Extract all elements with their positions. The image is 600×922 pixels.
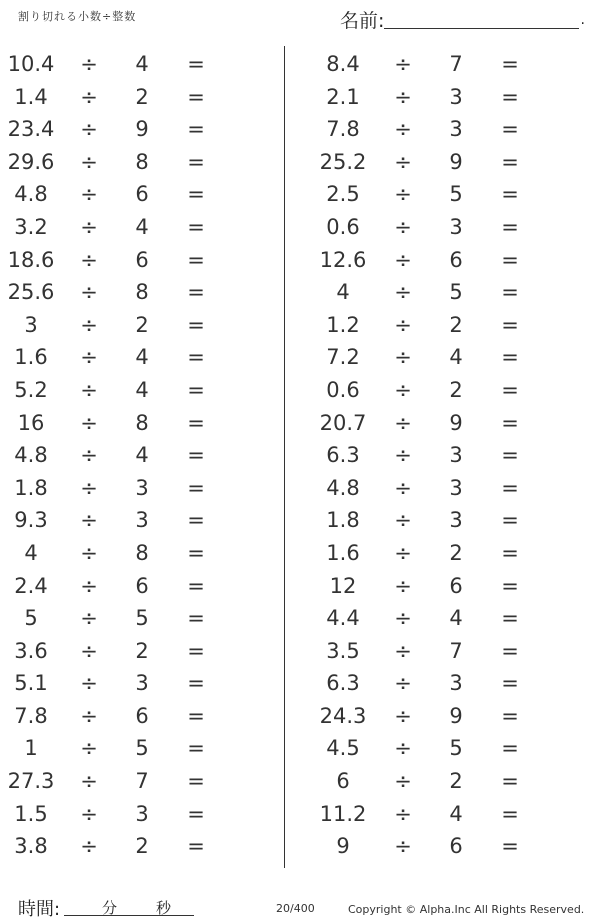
seconds-label: 秒 xyxy=(156,899,172,917)
problem-row xyxy=(298,439,578,472)
dividend: 0.6 xyxy=(326,214,360,239)
divide-sign: ÷ xyxy=(394,573,412,598)
divisor: 5 xyxy=(135,736,149,761)
equals-sign: = xyxy=(187,117,205,142)
equals-sign: = xyxy=(501,671,519,696)
problem-row xyxy=(298,178,578,211)
divisor: 7 xyxy=(135,769,149,794)
equals-sign: = xyxy=(501,247,519,272)
equals-sign: = xyxy=(501,182,519,207)
divisor: 2 xyxy=(449,377,463,402)
divisor: 2 xyxy=(449,540,463,565)
divisor: 6 xyxy=(135,573,149,598)
equals-sign: = xyxy=(187,84,205,109)
divisor: 2 xyxy=(449,769,463,794)
divisor: 3 xyxy=(449,443,463,468)
divisor: 6 xyxy=(449,573,463,598)
dividend: 16 xyxy=(17,410,45,435)
divisor: 3 xyxy=(449,117,463,142)
divide-sign: ÷ xyxy=(394,736,412,761)
divide-sign: ÷ xyxy=(394,52,412,76)
problem-row xyxy=(298,81,578,114)
divide-sign: ÷ xyxy=(80,801,98,826)
divide-sign: ÷ xyxy=(394,214,412,239)
problem-row xyxy=(0,667,280,700)
problem-row xyxy=(0,439,280,472)
equals-sign: = xyxy=(187,508,205,533)
divisor: 3 xyxy=(135,671,149,696)
problem-row xyxy=(298,830,578,863)
equals-sign: = xyxy=(501,606,519,631)
equals-sign: = xyxy=(187,606,205,631)
dividend: 25.2 xyxy=(319,149,367,174)
equals-sign: = xyxy=(187,671,205,696)
dividend: 3.8 xyxy=(14,834,48,859)
divisor: 4 xyxy=(449,606,463,631)
divisor: 5 xyxy=(449,736,463,761)
equals-sign: = xyxy=(187,475,205,500)
divide-sign: ÷ xyxy=(394,703,412,728)
problem-row xyxy=(0,113,280,146)
problem-row xyxy=(298,570,578,603)
dividend: 1.5 xyxy=(14,801,48,826)
problem-row xyxy=(298,276,578,309)
divisor: 8 xyxy=(135,149,149,174)
equals-sign: = xyxy=(501,834,519,859)
problem-row xyxy=(0,374,280,407)
problem-row xyxy=(298,700,578,733)
divide-sign: ÷ xyxy=(80,149,98,174)
problem-row xyxy=(0,472,280,505)
equals-sign: = xyxy=(501,638,519,663)
problem-row xyxy=(298,765,578,798)
divisor: 2 xyxy=(449,312,463,337)
divide-sign: ÷ xyxy=(394,475,412,500)
problem-row xyxy=(0,504,280,537)
divisor: 3 xyxy=(135,475,149,500)
dividend: 4.8 xyxy=(326,475,360,500)
divisor: 8 xyxy=(135,280,149,305)
divisor: 2 xyxy=(135,312,149,337)
problem-row xyxy=(298,244,578,277)
problem-row xyxy=(0,407,280,440)
dividend: 1.4 xyxy=(14,84,48,109)
dividend: 7.2 xyxy=(326,345,360,370)
dividend: 3.5 xyxy=(326,638,360,663)
dividend: 2.5 xyxy=(326,182,360,207)
divisor: 3 xyxy=(449,475,463,500)
divisor: 2 xyxy=(135,638,149,663)
left-problem-column xyxy=(0,48,280,863)
equals-sign: = xyxy=(187,182,205,207)
dividend: 5.2 xyxy=(14,377,48,402)
equals-sign: = xyxy=(187,312,205,337)
equals-sign: = xyxy=(501,149,519,174)
divisor: 6 xyxy=(135,182,149,207)
dividend: 7.8 xyxy=(14,703,48,728)
problem-row xyxy=(0,81,280,114)
divisor: 7 xyxy=(449,638,463,663)
dividend: 12 xyxy=(329,573,357,598)
dividend: 1.8 xyxy=(14,475,48,500)
divide-sign: ÷ xyxy=(80,410,98,435)
equals-sign: = xyxy=(501,52,519,76)
divide-sign: ÷ xyxy=(394,84,412,109)
divisor: 7 xyxy=(449,52,463,76)
dividend: 4 xyxy=(24,540,38,565)
divisor: 2 xyxy=(135,84,149,109)
divide-sign: ÷ xyxy=(394,769,412,794)
dividend: 9 xyxy=(336,834,350,859)
dividend: 29.6 xyxy=(7,149,55,174)
divide-sign: ÷ xyxy=(80,671,98,696)
divide-sign: ÷ xyxy=(80,834,98,859)
divisor: 4 xyxy=(135,345,149,370)
equals-sign: = xyxy=(187,345,205,370)
divide-sign: ÷ xyxy=(80,312,98,337)
divide-sign: ÷ xyxy=(80,214,98,239)
equals-sign: = xyxy=(501,377,519,402)
divide-sign: ÷ xyxy=(394,801,412,826)
dividend: 25.6 xyxy=(7,280,55,305)
dividend: 4 xyxy=(336,280,350,305)
problem-row xyxy=(0,211,280,244)
divisor: 4 xyxy=(449,345,463,370)
problem-row xyxy=(298,798,578,831)
problem-row xyxy=(0,309,280,342)
equals-sign: = xyxy=(501,117,519,142)
problem-row xyxy=(0,570,280,603)
equals-sign: = xyxy=(501,801,519,826)
dividend: 1.2 xyxy=(326,312,360,337)
divide-sign: ÷ xyxy=(80,540,98,565)
divide-sign: ÷ xyxy=(80,475,98,500)
name-field[interactable] xyxy=(340,6,585,30)
dividend: 6 xyxy=(336,769,350,794)
problem-row xyxy=(0,830,280,863)
divide-sign: ÷ xyxy=(80,84,98,109)
dividend: 5.1 xyxy=(14,671,48,696)
divide-sign: ÷ xyxy=(80,247,98,272)
problem-row xyxy=(298,48,578,81)
time-field[interactable] xyxy=(18,895,188,921)
name-underline xyxy=(384,28,579,29)
equals-sign: = xyxy=(501,443,519,468)
divisor: 5 xyxy=(449,182,463,207)
divisor: 4 xyxy=(135,52,149,76)
divisor: 4 xyxy=(135,214,149,239)
divisor: 9 xyxy=(449,703,463,728)
problem-row xyxy=(0,537,280,570)
divide-sign: ÷ xyxy=(80,377,98,402)
equals-sign: = xyxy=(501,280,519,305)
time-underline xyxy=(64,915,194,916)
dividend: 27.3 xyxy=(7,769,55,794)
equals-sign: = xyxy=(187,834,205,859)
right-problem-column xyxy=(298,48,578,863)
divisor: 9 xyxy=(449,410,463,435)
divisor: 3 xyxy=(449,508,463,533)
divisor: 4 xyxy=(449,801,463,826)
page-number: 20/400 xyxy=(276,902,315,915)
problem-row xyxy=(0,798,280,831)
equals-sign: = xyxy=(501,410,519,435)
divide-sign: ÷ xyxy=(80,736,98,761)
dividend: 8.4 xyxy=(326,52,360,76)
equals-sign: = xyxy=(501,475,519,500)
divisor: 3 xyxy=(449,671,463,696)
problem-row xyxy=(0,48,280,81)
column-divider xyxy=(284,46,285,868)
problem-row xyxy=(298,211,578,244)
divide-sign: ÷ xyxy=(80,573,98,598)
divide-sign: ÷ xyxy=(80,52,98,76)
divisor: 3 xyxy=(135,508,149,533)
divide-sign: ÷ xyxy=(80,280,98,305)
divide-sign: ÷ xyxy=(394,638,412,663)
divide-sign: ÷ xyxy=(394,149,412,174)
problem-row xyxy=(298,113,578,146)
dividend: 4.8 xyxy=(14,443,48,468)
problem-row xyxy=(298,146,578,179)
equals-sign: = xyxy=(187,638,205,663)
divide-sign: ÷ xyxy=(80,182,98,207)
divisor: 5 xyxy=(135,606,149,631)
divide-sign: ÷ xyxy=(80,769,98,794)
divide-sign: ÷ xyxy=(394,345,412,370)
divide-sign: ÷ xyxy=(394,671,412,696)
divisor: 2 xyxy=(135,834,149,859)
equals-sign: = xyxy=(187,214,205,239)
dividend: 23.4 xyxy=(7,117,55,142)
problem-row xyxy=(0,244,280,277)
divide-sign: ÷ xyxy=(394,410,412,435)
problem-row xyxy=(298,407,578,440)
dividend: 1 xyxy=(24,736,38,761)
dividend: 24.3 xyxy=(319,703,367,728)
equals-sign: = xyxy=(501,84,519,109)
divide-sign: ÷ xyxy=(394,312,412,337)
divide-sign: ÷ xyxy=(80,508,98,533)
equals-sign: = xyxy=(501,345,519,370)
divide-sign: ÷ xyxy=(394,182,412,207)
equals-sign: = xyxy=(501,214,519,239)
dividend: 9.3 xyxy=(14,508,48,533)
problem-row xyxy=(298,635,578,668)
name-label: 名前: xyxy=(340,10,385,32)
equals-sign: = xyxy=(501,769,519,794)
equals-sign: = xyxy=(187,736,205,761)
divisor: 6 xyxy=(135,703,149,728)
equals-sign: = xyxy=(187,443,205,468)
equals-sign: = xyxy=(187,410,205,435)
divisor: 6 xyxy=(135,247,149,272)
divide-sign: ÷ xyxy=(80,703,98,728)
problem-row xyxy=(298,732,578,765)
time-label: 時間: xyxy=(18,899,61,920)
dividend: 6.3 xyxy=(326,671,360,696)
divide-sign: ÷ xyxy=(394,508,412,533)
divide-sign: ÷ xyxy=(394,280,412,305)
divide-sign: ÷ xyxy=(394,540,412,565)
divide-sign: ÷ xyxy=(394,247,412,272)
divisor: 3 xyxy=(449,84,463,109)
divide-sign: ÷ xyxy=(394,606,412,631)
equals-sign: = xyxy=(501,508,519,533)
divisor: 3 xyxy=(449,214,463,239)
divide-sign: ÷ xyxy=(394,834,412,859)
divide-sign: ÷ xyxy=(80,117,98,142)
dividend: 3.2 xyxy=(14,214,48,239)
equals-sign: = xyxy=(187,377,205,402)
problem-row xyxy=(298,341,578,374)
problem-row xyxy=(0,765,280,798)
divide-sign: ÷ xyxy=(80,345,98,370)
dividend: 20.7 xyxy=(319,410,367,435)
dividend: 4.5 xyxy=(326,736,360,761)
divisor: 8 xyxy=(135,410,149,435)
divisor: 9 xyxy=(135,117,149,142)
dividend: 6.3 xyxy=(326,443,360,468)
problem-row xyxy=(0,178,280,211)
divisor: 4 xyxy=(135,443,149,468)
equals-sign: = xyxy=(187,801,205,826)
divisor: 6 xyxy=(449,834,463,859)
problem-row xyxy=(298,537,578,570)
dividend: 1.8 xyxy=(326,508,360,533)
divide-sign: ÷ xyxy=(80,443,98,468)
problem-row xyxy=(0,732,280,765)
problem-row xyxy=(0,146,280,179)
equals-sign: = xyxy=(187,540,205,565)
dividend: 5 xyxy=(24,606,38,631)
problem-row xyxy=(298,309,578,342)
problem-row xyxy=(0,700,280,733)
problem-row xyxy=(298,504,578,537)
equals-sign: = xyxy=(187,769,205,794)
equals-sign: = xyxy=(187,573,205,598)
dividend: 2.1 xyxy=(326,84,360,109)
dividend: 2.4 xyxy=(14,573,48,598)
problem-row xyxy=(0,635,280,668)
divisor: 6 xyxy=(449,247,463,272)
divide-sign: ÷ xyxy=(394,443,412,468)
divisor: 4 xyxy=(135,377,149,402)
divisor: 9 xyxy=(449,149,463,174)
problem-row xyxy=(0,276,280,309)
problem-row xyxy=(0,341,280,374)
equals-sign: = xyxy=(501,540,519,565)
divide-sign: ÷ xyxy=(80,606,98,631)
divide-sign: ÷ xyxy=(394,377,412,402)
dividend: 7.8 xyxy=(326,117,360,142)
divisor: 8 xyxy=(135,540,149,565)
equals-sign: = xyxy=(187,52,205,76)
dividend: 1.6 xyxy=(14,345,48,370)
dividend: 11.2 xyxy=(319,801,367,826)
problem-row xyxy=(298,374,578,407)
equals-sign: = xyxy=(501,703,519,728)
dividend: 10.4 xyxy=(7,52,55,76)
dividend: 18.6 xyxy=(7,247,55,272)
minutes-label: 分 xyxy=(102,899,118,917)
divisor: 3 xyxy=(135,801,149,826)
worksheet-title: 割り切れる小数÷整数 xyxy=(18,10,137,23)
equals-sign: = xyxy=(187,149,205,174)
divisor: 5 xyxy=(449,280,463,305)
copyright-notice: Copyright © Alpha.Inc All Rights Reserved. xyxy=(348,903,585,916)
problem-row xyxy=(298,667,578,700)
divide-sign: ÷ xyxy=(80,638,98,663)
dividend: 0.6 xyxy=(326,377,360,402)
equals-sign: = xyxy=(187,247,205,272)
equals-sign: = xyxy=(501,573,519,598)
dividend: 3.6 xyxy=(14,638,48,663)
equals-sign: = xyxy=(501,312,519,337)
divide-sign: ÷ xyxy=(394,117,412,142)
problem-row xyxy=(298,602,578,635)
name-trailing-dot: . xyxy=(580,12,585,28)
dividend: 3 xyxy=(24,312,38,337)
equals-sign: = xyxy=(501,736,519,761)
problem-row xyxy=(0,602,280,635)
dividend: 4.4 xyxy=(326,606,360,631)
dividend: 4.8 xyxy=(14,182,48,207)
equals-sign: = xyxy=(187,280,205,305)
equals-sign: = xyxy=(187,703,205,728)
problem-row xyxy=(298,472,578,505)
dividend: 12.6 xyxy=(319,247,367,272)
dividend: 1.6 xyxy=(326,540,360,565)
